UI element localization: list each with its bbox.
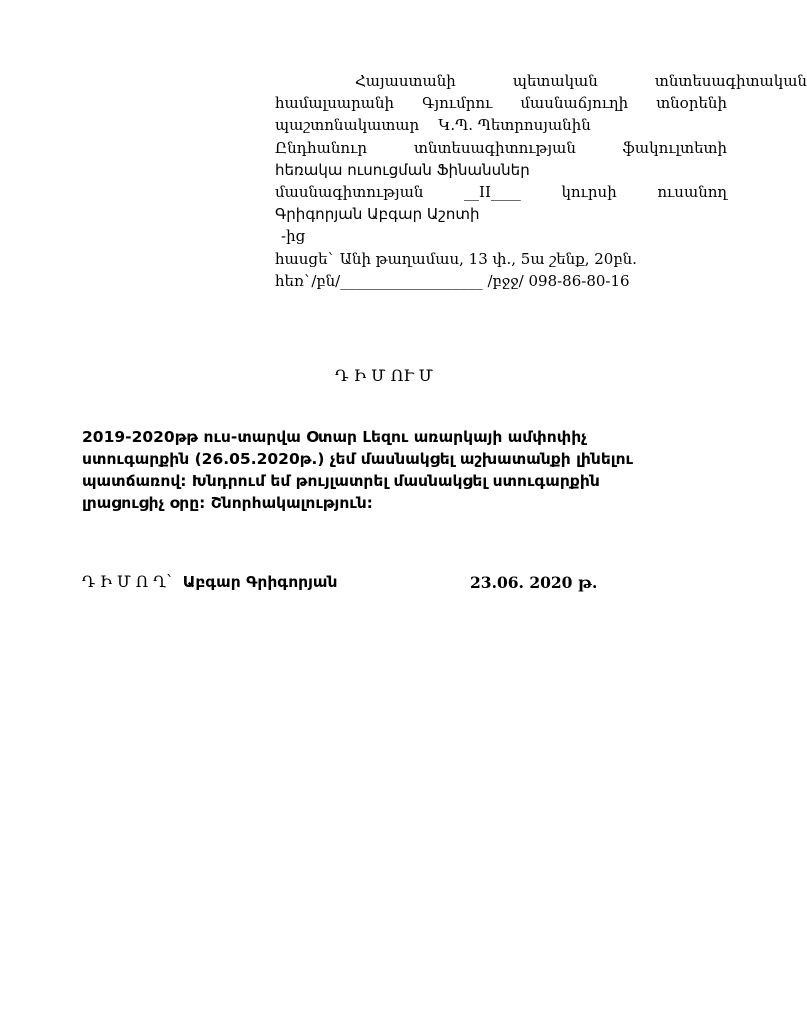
application-body — [82, 426, 692, 514]
header-line-5: հեռակա ուսուցման Ֆինանսներ — [275, 160, 530, 179]
header-line-1: Հայաստանի պետական տնտեսագիտական — [355, 72, 807, 90]
header-line-8: -ից — [281, 227, 306, 246]
header-line-10: հեռ`/բն/___________________ /բջջ/ 098-86-80-16 — [275, 271, 630, 290]
signature-name: Աբգար Գրիգորյան — [182, 573, 338, 591]
header-line-3: պաշտոնակատար Կ.Պ. Պետրոսյանին — [275, 116, 591, 135]
signature-row — [82, 573, 702, 595]
signature-label: Դ Ի Մ Ո Ղ` — [82, 573, 174, 591]
signature-block — [82, 573, 337, 591]
body-line-2: ստուգարքին (26.05.2020թ.) չեմ մասնակցել աշխատանքի լինելու — [82, 450, 633, 468]
header-line-7: Գրիգորյան Աբգար Աշոտի — [275, 205, 480, 224]
body-line-1: 2019-2020թթ ուս-տարվա Օտար Լեզու առարկայի ամփոփիչ — [82, 428, 587, 446]
header-line-9: հասցե` Անի թաղամաս, 13 փ., 5ա շենք, 20բն. — [275, 249, 637, 268]
header-line-2: համալսարանի Գյումրու մասնաճյուղի տնօրենի — [275, 94, 727, 113]
header-line-4: Ընդհանուր տնտեսագիտության ֆակուլտետի — [275, 138, 727, 157]
body-line-4: լրացուցիչ օրը: Շնորհակալություն: — [82, 494, 373, 512]
signature-date: 23.06. 2020 թ. — [470, 573, 598, 592]
body-line-3: պատճառով: Խնդրում եմ թույլատրել մասնակցել ստուգարքին — [82, 472, 600, 490]
addressee-block — [275, 70, 807, 292]
document-title: Դ Ի Մ ՈՒ Մ — [335, 366, 433, 385]
header-line-6: մասնագիտության __II____ կուրսի ուսանող — [275, 182, 727, 201]
